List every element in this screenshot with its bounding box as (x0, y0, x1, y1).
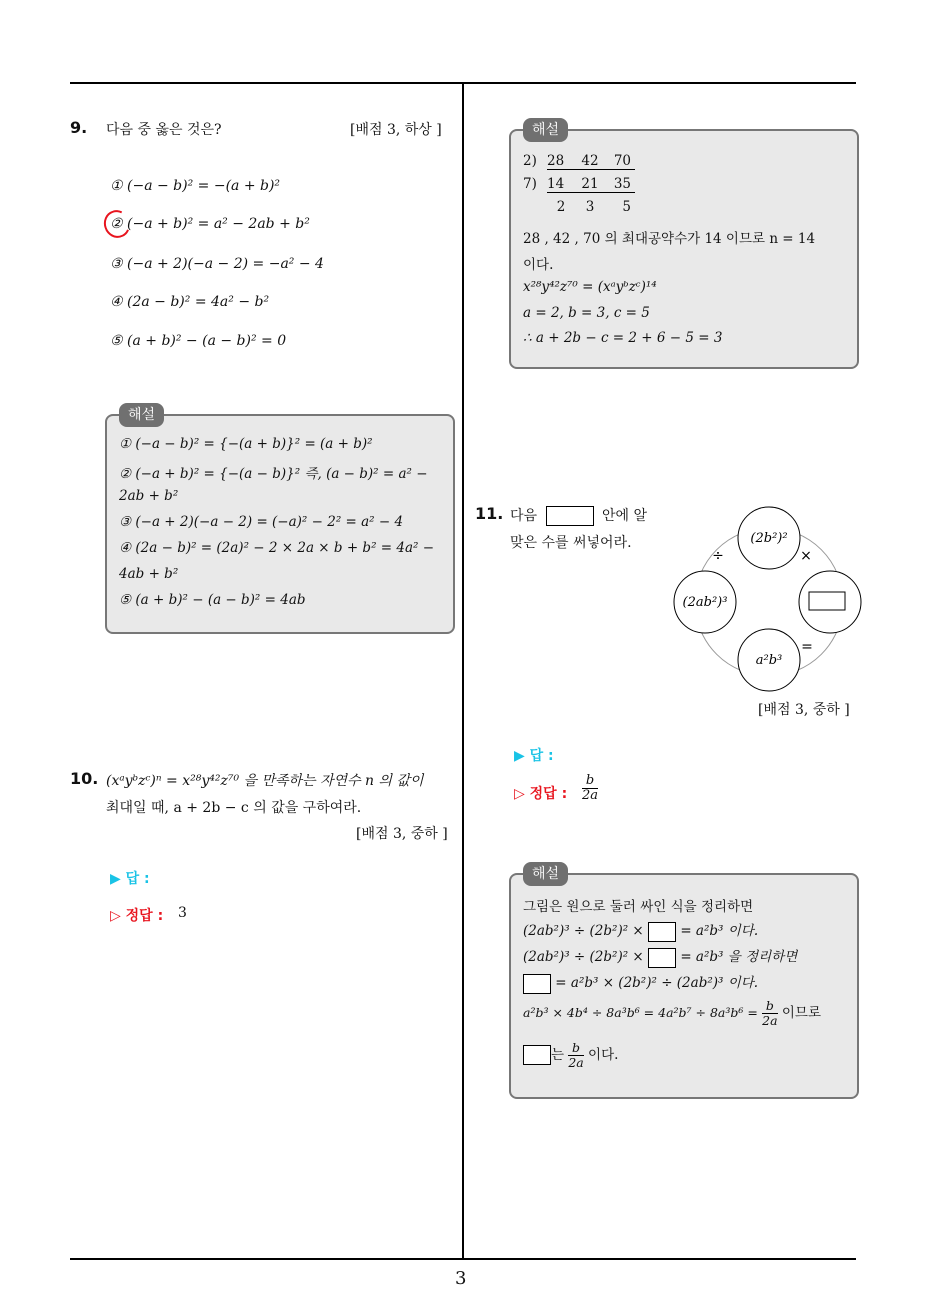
q9-solution-line: ⑤ (a + b)² − (a − b)² = 4ab (119, 592, 306, 608)
q9-stem: 다음 중 옳은 것은? (106, 122, 222, 138)
page-number: 3 (455, 1268, 467, 1289)
diagram-op-equals: = (801, 639, 813, 655)
q11-sol5-pre: a²b³ × 4b⁴ ÷ 8a³b⁶ = 4a²b⁷ ÷ 8a³b⁶ = (523, 1004, 758, 1020)
q11-solution-line (523, 945, 797, 968)
division-cell: 14 (547, 176, 575, 193)
q11-sol5-post: 이므로 (781, 1004, 821, 1021)
diagram-bottom-label: a²b³ (755, 653, 783, 668)
q9-solution-line: ② (−a + b)² = {−(a − b)}² 즉, (a − b)² = a² − (119, 466, 428, 482)
q9-option-3[interactable]: ③ (−a + 2)(−a − 2) = −a² − 4 (110, 256, 324, 272)
bottom-rule (70, 1258, 856, 1260)
diagram-op-divide: ÷ (712, 548, 724, 564)
q11-sol5-fraction (762, 999, 777, 1028)
q9-solution-line: ③ (−a + 2)(−a − 2) = (−a)² − 2² = a² − 4 (119, 514, 404, 530)
division-cell: 42 (575, 153, 605, 170)
q10-solution-line: a = 2, b = 3, c = 5 (523, 305, 650, 321)
diagram-top-label: (2b²)² (750, 531, 788, 546)
q9-solution-line: 2ab + b² (119, 488, 179, 504)
division-cell: 28 (547, 153, 575, 170)
fraction-denominator: 2a (568, 1054, 584, 1070)
q11-solution-box (509, 866, 859, 1099)
q10-solution-box (509, 122, 859, 369)
division-row (523, 153, 635, 170)
q11-sol6-post: 이다. (588, 1046, 619, 1063)
q11-stem-pre: 다음 (510, 508, 538, 524)
division-divisor (523, 199, 547, 215)
q11-solution-line (523, 1041, 618, 1070)
q10-solution-line: 이다. (523, 257, 554, 273)
q9-number: 9. (70, 118, 88, 137)
division-divisor: 2) (523, 153, 537, 169)
division-cell: 3 (585, 199, 595, 215)
q11-solution-tag: 해설 (523, 862, 568, 886)
q11-number: 11. (475, 504, 504, 523)
q9-option-5[interactable]: ⑤ (a + b)² − (a − b)² = 0 (110, 333, 287, 349)
fraction-numerator: b (582, 774, 598, 789)
column-divider (462, 83, 464, 1259)
q11-sol6-mid: 는 (551, 1046, 565, 1063)
q11-solution-line (523, 999, 821, 1028)
q11-sol4-post: = a²b³ × (2b²)² ÷ (2ab²)³ 이다. (555, 975, 759, 991)
fraction-denominator: 2a (762, 1012, 778, 1028)
division-row (523, 199, 635, 215)
division-row (523, 176, 635, 193)
q9-solution-line: 4ab + b² (119, 566, 179, 582)
q10-number: 10. (70, 769, 99, 788)
division-cell: 5 (622, 199, 631, 215)
division-divisor: 7) (523, 176, 537, 192)
fraction-numerator: b (762, 999, 777, 1014)
division-cell: 21 (575, 176, 605, 193)
selected-answer-circle-mark (100, 206, 134, 241)
q11-answer-label: ▶ 답 : (514, 748, 554, 764)
answer-blank-box (523, 1045, 551, 1065)
q11-sol3-post: = a²b³ 을 정리하면 (680, 949, 798, 965)
answer-blank-box (523, 974, 551, 994)
division-table (523, 153, 635, 215)
answer-blank-box (546, 506, 594, 526)
fraction-denominator: 2a (582, 788, 599, 804)
q11-correct-label: ▷ 정답 : (514, 786, 568, 802)
q11-solution-line: 그림은 원으로 둘러 싸인 식을 정리하면 (523, 899, 754, 915)
diagram-left-label: (2ab²)³ (682, 595, 728, 610)
q10-solution-line: x²⁸y⁴²z⁷⁰ = (xᵃyᵇzᶜ)¹⁴ (523, 279, 657, 295)
q11-stem-line1 (510, 505, 647, 526)
q10-answer-label: ▶ 답 : (110, 871, 150, 887)
q10-correct-label: ▷ 정답 : (110, 908, 164, 924)
q11-cycle-diagram (668, 506, 868, 698)
q10-solution-tag: 해설 (523, 118, 568, 142)
q11-sol2-pre: (2ab²)³ ÷ (2b²)² × (523, 923, 644, 939)
q10-stem-line2: 최대일 때, a + 2b − c 의 값을 구하여라. (106, 800, 362, 816)
q11-stem-line2: 맞은 수를 써넣어라. (510, 535, 632, 551)
q11-stem-post: 안에 알 (601, 508, 647, 524)
q9-solution-line: ① (−a − b)² = {−(a + b)}² = (a + b)² (119, 436, 373, 452)
answer-blank-box (648, 948, 676, 968)
q9-solution-line: ④ (2a − b)² = (2a)² − 2 × 2a × b + b² = 4a² − (119, 540, 435, 556)
division-cell: 70 (605, 153, 635, 170)
fraction-numerator: b (568, 1041, 583, 1056)
q9-option-2[interactable]: ② (−a + b)² = a² − 2ab + b² (110, 216, 310, 232)
q11-solution-line (523, 919, 758, 942)
diagram-answer-blank (809, 592, 845, 610)
q10-correct-value: 3 (178, 905, 187, 921)
q11-score: [배점 3, 중하 ] (758, 702, 850, 718)
q11-solution-line (523, 971, 758, 994)
diagram-op-multiply: × (800, 548, 812, 564)
q10-solution-line: 28 , 42 , 70 의 최대공약수가 14 이므로 n = 14 (523, 231, 816, 247)
q9-score: [배점 3, 하상 ] (350, 122, 442, 138)
q11-sol2-post: = a²b³ 이다. (680, 923, 759, 939)
q11-sol6-fraction (568, 1041, 583, 1070)
q9-option-4[interactable]: ④ (2a − b)² = 4a² − b² (110, 294, 270, 310)
q9-solution-box (105, 407, 455, 634)
q11-correct-fraction (582, 774, 598, 804)
division-cell: 35 (605, 176, 635, 193)
q10-solution-line: ∴ a + 2b − c = 2 + 6 − 5 = 3 (523, 330, 723, 346)
q11-sol3-pre: (2ab²)³ ÷ (2b²)² × (523, 949, 644, 965)
q10-stem-line1: (xᵃyᵇzᶜ)ⁿ = x²⁸y⁴²z⁷⁰ 을 만족하는 자연수 n 의 값이 (106, 773, 424, 789)
q9-solution-tag: 해설 (119, 403, 164, 427)
answer-blank-box (648, 922, 676, 942)
q9-option-1[interactable]: ① (−a − b)² = −(a + b)² (110, 178, 281, 194)
division-cell: 2 (556, 199, 566, 215)
q10-score: [배점 3, 중하 ] (356, 826, 448, 842)
